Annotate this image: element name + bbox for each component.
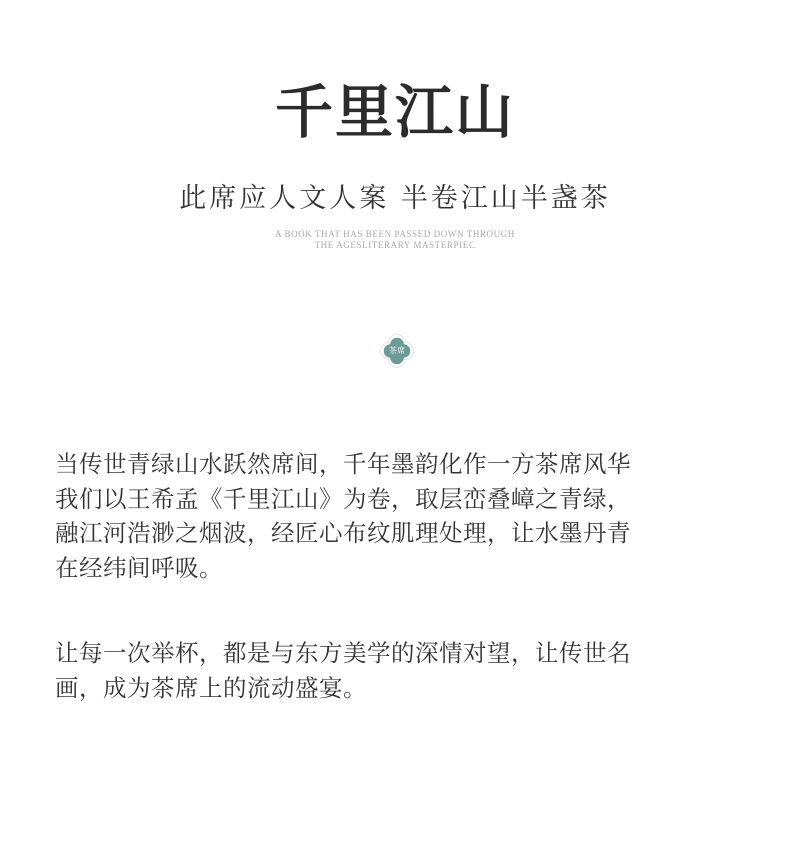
english-caption-line-2: THE AGESLITERARY MASTERPIEC (314, 240, 476, 250)
paragraph-line: 当传世青绿山水跃然席间，千年墨韵化作一方茶席风华 (55, 450, 631, 478)
page-title: 千里江山 (274, 78, 515, 146)
english-caption (0, 229, 790, 251)
page-subtitle: 此席应人文人案 半卷江山半盏茶 (179, 183, 611, 214)
paragraph-line: 融江河浩渺之烟波，经匠心布纹肌理处理，让水墨丹青 (55, 519, 631, 547)
badge-label: 茶席 (389, 346, 405, 355)
paragraph-line: 在经纬间呼吸。 (55, 553, 223, 582)
paragraph-line: 画，成为茶席上的流动盛宴。 (55, 673, 367, 702)
paragraph-line: 让每一次举杯，都是与东方美学的深情对望，让传世名 (55, 639, 631, 667)
paragraph-2 (55, 636, 755, 705)
paragraph-1 (55, 447, 755, 585)
tea-seat-badge (380, 334, 414, 368)
paragraph-line: 我们以王希孟《千里江山》为卷，取层峦叠嶂之青绿， (55, 484, 631, 513)
english-caption-line-1: A BOOK THAT HAS BEEN PASSED DOWN THROUGH (275, 229, 515, 239)
